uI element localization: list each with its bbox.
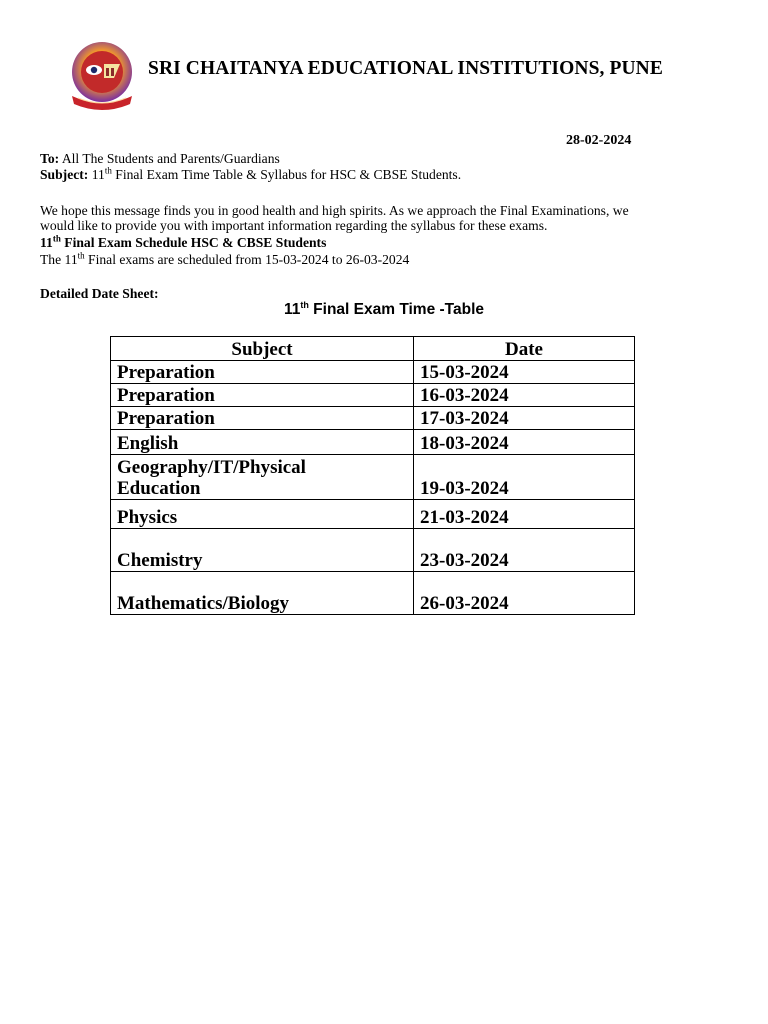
subject-cell-line-2: Education xyxy=(117,478,201,499)
subject-text: Final Exam Time Table & Syllabus for HSC & CBSE Students. xyxy=(115,167,462,182)
table-header-row xyxy=(111,337,635,361)
subject-label: Subject: xyxy=(40,167,89,182)
subject-sup: th xyxy=(104,165,112,176)
table-row xyxy=(111,572,635,615)
institution-logo xyxy=(64,40,140,116)
timetable-title-sup: th xyxy=(300,299,309,310)
table-row xyxy=(111,500,635,529)
schedule-line-a: The 11 xyxy=(40,252,78,267)
institution-title: SRI CHAITANYA EDUCATIONAL INSTITUTIONS, PUNE xyxy=(148,58,663,79)
date-column-header: Date xyxy=(414,337,635,361)
subject-prefix: 11 xyxy=(91,167,105,182)
date-cell: 17-03-2024 xyxy=(414,407,635,430)
subject-cell: Preparation xyxy=(111,361,414,384)
date-cell: 19-03-2024 xyxy=(414,455,635,500)
subject-line xyxy=(40,167,461,183)
schedule-line xyxy=(40,252,409,268)
subject-cell xyxy=(111,455,414,500)
subject-cell: Preparation xyxy=(111,384,414,407)
subject-column-header: Subject xyxy=(111,337,414,361)
table-row xyxy=(111,384,635,407)
timetable-title-prefix: 11 xyxy=(283,301,301,318)
schedule-heading-sup: th xyxy=(52,233,61,244)
subject-cell-line-1: Geography/IT/Physical xyxy=(117,457,306,478)
schedule-heading-prefix: 11 xyxy=(40,235,53,250)
table-row xyxy=(111,430,635,455)
exam-timetable xyxy=(110,336,635,615)
subject-cell: Physics xyxy=(111,500,414,529)
date-cell: 18-03-2024 xyxy=(414,430,635,455)
letter-date: 28-02-2024 xyxy=(566,133,632,148)
subject-cell: Chemistry xyxy=(111,529,414,572)
body-line-2: would like to provide you with important information regarding the syllabus for these exams. xyxy=(40,218,548,233)
timetable-title-text: Final Exam Time -Table xyxy=(313,301,485,318)
date-cell: 15-03-2024 xyxy=(414,361,635,384)
subject-cell: Preparation xyxy=(111,407,414,430)
body-line-1: We hope this message finds you in good health and high spirits. As we approach the Final Examinations, we xyxy=(40,203,629,218)
schedule-line-sup: th xyxy=(77,250,85,261)
schedule-heading-text: Final Exam Schedule HSC & CBSE Students xyxy=(64,235,327,250)
to-label: To: xyxy=(40,151,60,166)
subject-cell: Mathematics/Biology xyxy=(111,572,414,615)
date-cell: 16-03-2024 xyxy=(414,384,635,407)
date-cell: 21-03-2024 xyxy=(414,500,635,529)
schedule-line-b: Final exams are scheduled from 15-03-2024 to 26-03-2024 xyxy=(88,252,410,267)
table-row xyxy=(111,361,635,384)
subject-cell: English xyxy=(111,430,414,455)
table-row xyxy=(111,529,635,572)
date-sheet-label: Detailed Date Sheet: xyxy=(40,286,159,301)
timetable-title xyxy=(0,301,768,319)
table-row xyxy=(111,455,635,500)
to-text: All The Students and Parents/Guardians xyxy=(61,151,280,166)
to-line xyxy=(40,151,280,167)
schedule-heading xyxy=(40,235,326,251)
date-cell: 26-03-2024 xyxy=(414,572,635,615)
table-row xyxy=(111,407,635,430)
date-cell: 23-03-2024 xyxy=(414,529,635,572)
